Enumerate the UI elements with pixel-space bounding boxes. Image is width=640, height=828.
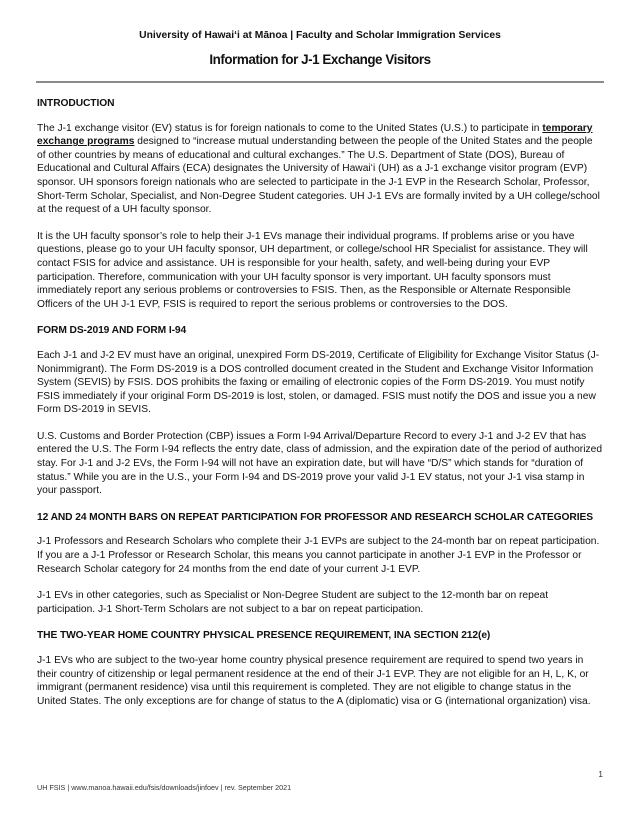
temporary-exchange-programs-link[interactable]: temporary exchange programs xyxy=(37,122,593,148)
section-heading-bars: 12 AND 24 MONTH BARS ON REPEAT PARTICIPATION FOR PROFESSOR AND RESEARCH SCHOLAR CATEGORIES xyxy=(37,511,593,523)
intro-text-end: designed to “increase mutual understanding between the people of the United States and the people of other countries by means of educational and cultural exchanges.” The U.S. Department of State (DOS), Bureau of Educational and Cultural Affairs (ECA) designates the University of Hawaiʻi (UH) as a J-1 exchange visitor program (EVP) sponsor. UH sponsors foreign nationals who are selected to participate in the J-1 EVP in the Research Scholar, Professor, Short-Term Scholar, Specialist, and Non-Degree Student categories. UH J-1 EVs are formally invited by a UH college/school at the request of a UH faculty sponsor. xyxy=(37,136,600,216)
page-number: 1 xyxy=(598,769,603,779)
section-heading-introduction: INTRODUCTION xyxy=(37,98,115,109)
forms-paragraph-1: Each J-1 and J-2 EV must have an original, unexpired Form DS-2019, Certificate of Eligibility for Exchange Visitor Status (J-Nonimmigrant). The Form DS-2019 is a DOS controlled document created in the Student and Exchange Visitor Information System (SEVIS) by FSIS. DOS prohibits the faxing or emailing of electronic copies of the Form DS-2019. You must notify FSIS immediately if your original Form DS-2019 is lost, stolen, or damaged. FSIS must notify the DOS and issue you a new Form DS-2019 in SEVIS. xyxy=(37,349,600,416)
bars-paragraph-1: J-1 Professors and Research Scholars who complete their J-1 EVPs are subject to the 24-month bar on repeat participation. If you are a J-1 Professor or Research Scholar, this means you cannot participate in another J-1 EVP in the Professor or Research Scholar category for 24 months from the end date of your current J-1 EVP. xyxy=(37,536,600,575)
document-body xyxy=(37,97,603,721)
document-title: Information for J-1 Exchange Visitors xyxy=(209,52,431,67)
intro-paragraph-2: It is the UH faculty sponsor’s role to help their J-1 EVs manage their individual programs. If problems arise or you have questions, please go to your UH faculty sponsor, UH department, or college/school HR Specialist for assistance. They will contact FSIS for advice and assistance. UH is responsible for your health, safety, and well-being during your EVP participation. Therefore, communication with your UH faculty sponsor is very important. UH faculty sponsors must immediately report any serious problems or controversies to FSIS. Then, as the Responsible or Alternate Responsible Officers of the UH J-1 EVP, FSIS is required to report the serious problems or controversies to the DOS. xyxy=(37,230,588,310)
section-heading-residency: THE TWO-YEAR HOME COUNTRY PHYSICAL PRESENCE REQUIREMENT, INA SECTION 212(e) xyxy=(37,630,491,642)
section-heading-forms: FORM DS-2019 AND FORM I-94 xyxy=(37,325,187,337)
header-divider xyxy=(36,81,604,83)
footer-text: UH FSIS | www.manoa.hawaii.edu/fsis/downloads/jinfoev | rev. September 2021 xyxy=(37,783,292,792)
intro-text-start: The J-1 exchange visitor (EV) status is for foreign nationals to come to the United States (U.S.) to participate in xyxy=(37,122,543,134)
residency-paragraph-1: J-1 EVs who are subject to the two-year home country physical presence requirement are required to spend two years in their country of citizenship or legal permanent residence at the end of their J-1 EVP. They are not eligible for an H, L, K, or immigrant (permanent residence) visa until this requirement is completed. They are not eligible to change status in the United States. The only exceptions are for change of status to the A (diplomatic) visa or G (international organization) visa. xyxy=(37,655,591,707)
intro-paragraph-1 xyxy=(37,122,603,217)
bars-paragraph-2: J-1 EVs in other categories, such as Specialist or Non-Degree Student are subject to the 12-month bar on repeat participation. J-1 Short-Term Scholars are not subject to a bar on repeat participation. xyxy=(37,590,549,615)
forms-paragraph-2: U.S. Customs and Border Protection (CBP) issues a Form I-94 Arrival/Departure Record to every J-1 and J-2 EV that has entered the U.S. The Form I-94 reflects the entry date, class of admission, and the expiration date of the period of authorized stay. For J-1 and J-2 EVs, the Form I-94 will not have an expiration date, but will have “D/S” which stands for “duration of status.” While you are in the U.S., your Form I-94 and DS-2019 prove your valid J-1 EV status, not your J-1 visa stamp in your passport. xyxy=(37,430,603,497)
organization-header: University of Hawaiʻi at Mānoa | Faculty and Scholar Immigration Services xyxy=(139,30,501,41)
